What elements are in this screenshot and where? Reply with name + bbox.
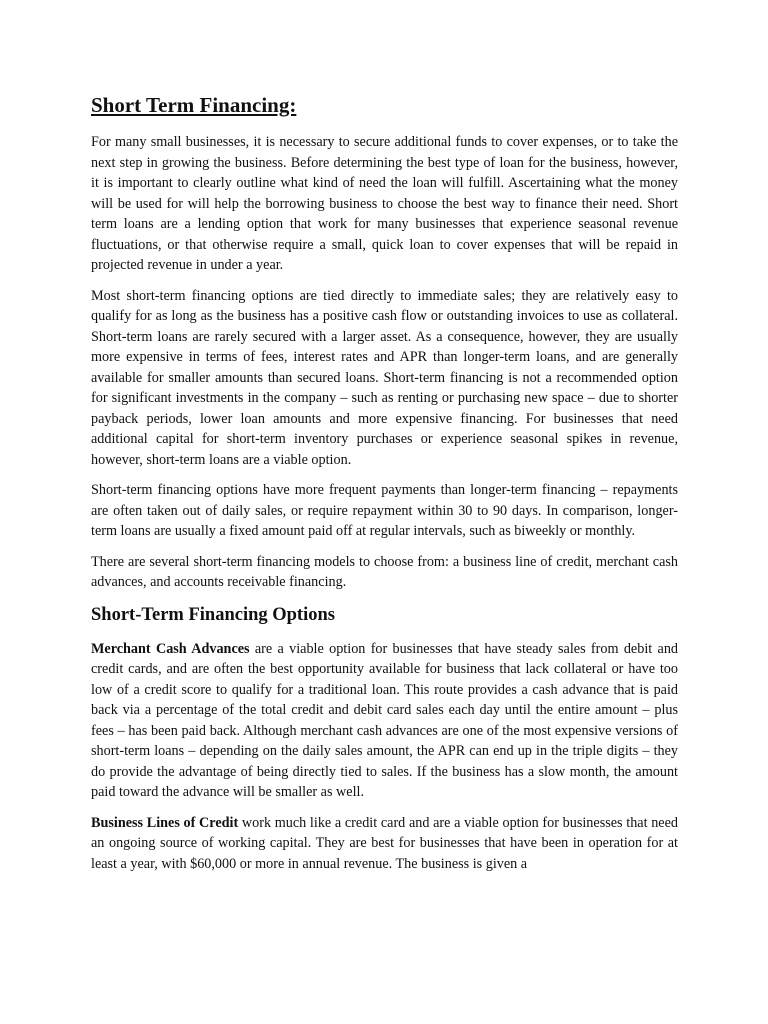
option-description: are a viable option for businesses that have steady sales from debit and credit cards, and are often the best opportunity available for business that lack collateral or have too low of a credit score to qualify for a traditional loan. This route provides a cash advance that is paid back via a percentage of the total credit and debit card sales each day until the entire amount – plus fees – has been paid back. Although merchant cash advances are one of the most expensive versions of short-term loans – depending on the daily sales amount, the APR can end up in the triple digits – they do provide the advantage of being directly tied to sales. If the business has a slow month, the amount paid toward the advance will be smaller as well. bbox=[91, 640, 679, 800]
section-heading: Short-Term Financing Options bbox=[91, 604, 335, 625]
option-merchant-cash-advances bbox=[91, 639, 678, 803]
option-term: Business Lines of Credit bbox=[91, 814, 239, 831]
option-description: work much like a credit card and are a viable option for businesses that need an ongoing source of working capital. They are best for businesses that have been in operation for at least a year, with $60,000 or more in annual revenue. The business is given a bbox=[91, 814, 678, 872]
paragraph-payments: Short-term financing options have more frequent payments than longer-term financing – repayments are often taken out of daily sales, or require repayment within 30 to 90 days. In comparison, longer-term loans are usually a fixed amount paid off at regular intervals, such as biweekly or monthly. bbox=[91, 482, 678, 539]
document-body bbox=[91, 92, 678, 884]
paragraph-intro: For many small businesses, it is necessary to secure additional funds to cover expenses, or to take the next step in growing the business. Before determining the best type of loan for the business, however, it is important to clearly outline what kind of need the loan will fulfill. Ascertaining what the money will be used for will help the borrowing business to choose the best way to finance their need. Short term loans are a lending option that work for many businesses that experience seasonal revenue fluctuations, or that otherwise require a small, quick loan to cover expenses that will be repaid in projected revenue in under a year. bbox=[91, 134, 678, 273]
option-term: Merchant Cash Advances bbox=[91, 640, 250, 657]
document-title: Short Term Financing: bbox=[91, 93, 297, 117]
paragraph-sales-tied: Most short-term financing options are tied directly to immediate sales; they are relatively easy to qualify for as long as the business has a positive cash flow or outstanding invoices to use as collateral. Short-term loans are rarely secured with a larger asset. As a consequence, however, they are usually more expensive in terms of fees, interest rates and APR than longer-term loans, and are generally available for smaller amounts than secured loans. Short-term financing is not a recommended option for significant investments in the company – such as renting or purchasing new space – due to shorter payback periods, lower loan amounts and more expensive financing. For businesses that need additional capital for short-term inventory purchases or experience seasonal spikes in revenue, however, short-term loans are a viable option. bbox=[91, 287, 678, 468]
option-business-lines-of-credit bbox=[91, 813, 678, 875]
paragraph-models: There are several short-term financing models to choose from: a business line of credit, merchant cash advances, and accounts receivable financing. bbox=[91, 553, 678, 590]
